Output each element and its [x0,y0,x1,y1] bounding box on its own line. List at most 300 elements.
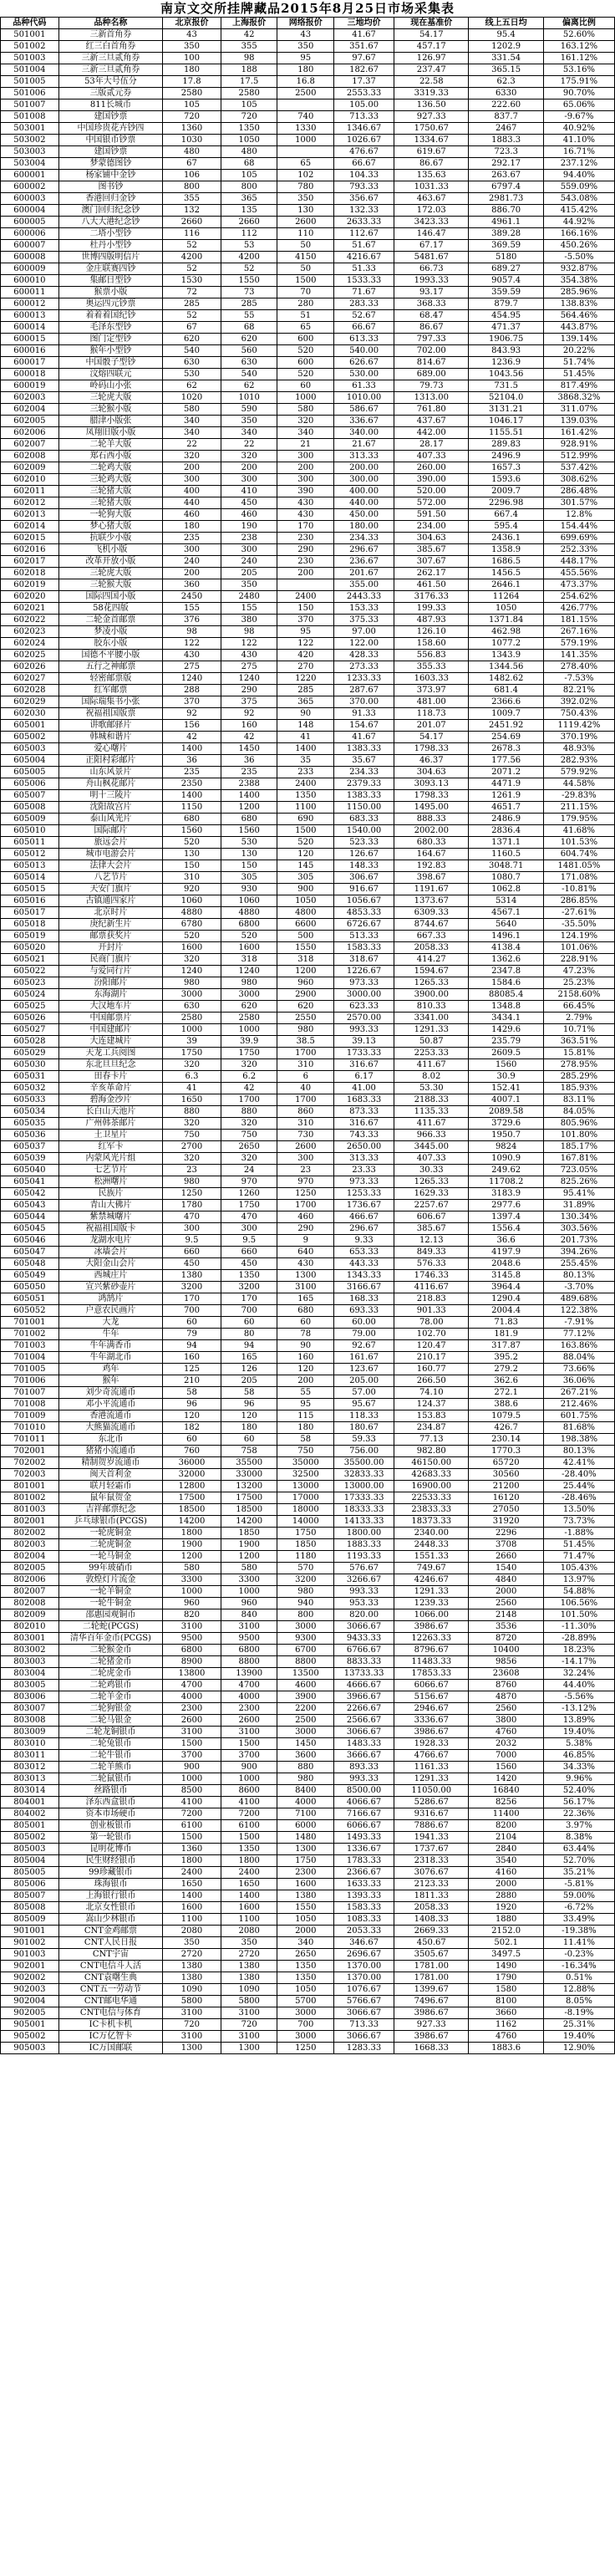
cell-online: 2550 [277,1013,334,1024]
cell-base: 158.60 [394,638,469,650]
cell-avg: 450.00 [334,509,394,521]
cell-5day: 8760 [469,1680,543,1691]
cell-online: 230 [277,556,334,568]
table-row [1,544,615,556]
cell-code: 803001 [1,1633,59,1645]
cell-name: 二轮羊金币 [58,1691,162,1703]
table-row [1,170,615,181]
table-row [1,638,615,650]
cell-5day: 1050 [469,603,543,615]
cell-5day: 65720 [469,1457,543,1469]
cell-avg: 92.67 [334,1340,394,1352]
table-row [1,1645,615,1656]
cell-avg: 1783.33 [334,1855,394,1867]
cell-base: 1798.33 [394,790,469,802]
cell-beijing: 1400 [163,743,221,755]
cell-name: 庚纪新生片 [58,919,162,931]
cell-deviation: 34.33% [543,1762,614,1773]
cell-online: 600 [277,334,334,345]
cell-5day: 2496.9 [469,451,543,462]
cell-name: 811长城币 [58,99,162,111]
cell-5day: 2486.9 [469,814,543,825]
cell-avg: 6.17 [334,1071,394,1083]
cell-base: 266.50 [394,1375,469,1387]
header-code: 品种代码 [1,18,59,29]
cell-shanghai: 880 [221,1106,277,1118]
cell-avg: 4216.67 [334,252,394,263]
cell-shanghai: 62 [221,380,277,392]
cell-online: 500 [277,931,334,942]
cell-name: 二轮猪金币 [58,1656,162,1668]
cell-online: 16.8 [277,76,334,88]
cell-deviation: -35.50% [543,919,614,931]
cell-deviation: 154.44% [543,521,614,533]
cell-5day: 3708 [469,1539,543,1551]
cell-deviation: 5.38% [543,1738,614,1750]
cell-code: 803002 [1,1645,59,1656]
cell-code: 805006 [1,1879,59,1890]
cell-name: 邓小平流通币 [58,1399,162,1410]
cell-base: 461.50 [394,579,469,591]
cell-code: 503004 [1,158,59,170]
cell-5day: 369.59 [469,240,543,252]
table-row [1,2031,615,2043]
table-row [1,767,615,778]
cell-online: 1500 [277,825,334,837]
cell-5day: 681.4 [469,685,543,696]
cell-online: 290 [277,1223,334,1235]
cell-base: 1408.33 [394,1914,469,1926]
table-row [1,1188,615,1200]
cell-deviation: 426.77% [543,603,614,615]
cell-base: 9316.67 [394,1808,469,1820]
table-row [1,1691,615,1703]
cell-online: 1300 [277,1844,334,1855]
cell-online: 230 [277,533,334,544]
cell-5day: 152.41 [469,1083,543,1094]
cell-deviation: 40.92% [543,123,614,135]
cell-deviation: 46.85% [543,1750,614,1762]
cell-deviation: 81.68% [543,1422,614,1434]
cell-base: 16900.00 [394,1481,469,1492]
cell-name: 牛年满香币 [58,1340,162,1352]
cell-avg: 313.33 [334,1153,394,1165]
cell-5day: 1420 [469,1773,543,1785]
cell-deviation: 1481.05% [543,860,614,872]
cell-code: 605021 [1,954,59,966]
cell-code: 605004 [1,755,59,767]
cell-shanghai: 155 [221,603,277,615]
cell-shanghai: 1800 [221,1855,277,1867]
cell-deviation: 25.23% [543,977,614,989]
cell-code: 600019 [1,380,59,392]
cell-beijing: 4880 [163,907,221,919]
cell-base: 67.17 [394,240,469,252]
cell-deviation: 71.47% [543,1551,614,1563]
cell-shanghai: 80 [221,1329,277,1340]
cell-base: 373.97 [394,685,469,696]
cell-online: 700 [277,2019,334,2031]
cell-deviation: 18.23% [543,1645,614,1656]
cell-beijing: 22 [163,439,221,451]
cell-deviation: 106.56% [543,1598,614,1609]
cell-deviation: 579.92% [543,767,614,778]
cell-online: 55 [277,1387,334,1399]
cell-code: 600015 [1,334,59,345]
table-row [1,1410,615,1422]
header-online: 网络报价 [277,18,334,29]
cell-base: 810.33 [394,1001,469,1013]
cell-online: 14000 [277,1516,334,1528]
cell-beijing: 1780 [163,1200,221,1211]
cell-beijing: 122 [163,638,221,650]
cell-deviation: 130.34% [543,1211,614,1223]
cell-base: 888.33 [394,814,469,825]
cell-name: 郑石西小版 [58,451,162,462]
cell-code: 801002 [1,1492,59,1504]
cell-deviation: 47.23% [543,966,614,977]
cell-base: 120.47 [394,1340,469,1352]
cell-deviation: 20.22% [543,345,614,357]
cell-online: 60 [277,380,334,392]
cell-shanghai: 150 [221,860,277,872]
cell-shanghai: 42 [221,29,277,41]
cell-code: 805009 [1,1914,59,1926]
cell-deviation: 42.41% [543,1457,614,1469]
cell-shanghai: 6100 [221,1820,277,1832]
cell-online: 60 [277,1317,334,1329]
cell-online: 430 [277,497,334,509]
cell-code: 605013 [1,860,59,872]
cell-code: 605022 [1,966,59,977]
cell-avg: 79.00 [334,1329,394,1340]
cell-base: 3900.00 [394,989,469,1001]
cell-deviation: 88.04% [543,1352,614,1364]
cell-beijing: 1360 [163,123,221,135]
cell-name: 牛年 [58,1329,162,1340]
cell-name: 猴年 [58,1375,162,1387]
cell-shanghai: 355 [221,41,277,53]
cell-deviation: 52.70% [543,1855,614,1867]
cell-code: 602025 [1,650,59,661]
cell-name: 国际四国小版 [58,591,162,603]
cell-beijing: 300 [163,1223,221,1235]
cell-base: 199.33 [394,603,469,615]
cell-beijing: 2720 [163,1949,221,1961]
cell-5day: 2296 [469,1528,543,1539]
cell-shanghai: 930 [221,884,277,895]
cell-avg: 3166.67 [334,1282,394,1293]
cell-code: 901001 [1,1926,59,1937]
cell-5day: 11708.2 [469,1176,543,1188]
cell-shanghai: 35500 [221,1457,277,1469]
cell-online: 8400 [277,1785,334,1797]
cell-deviation: 181.15% [543,615,614,626]
cell-beijing: 1100 [163,1914,221,1926]
cell-code: 605018 [1,919,59,931]
cell-deviation: 211.15% [543,802,614,814]
cell-name: 中国珍贵花卉钞四 [58,123,162,135]
table-row [1,99,615,111]
cell-online: 300 [277,1153,334,1165]
cell-code: 605015 [1,884,59,895]
cell-beijing: 3100 [163,2007,221,2019]
cell-base: 3319.33 [394,88,469,99]
table-row [1,696,615,708]
cell-code: 503003 [1,146,59,158]
cell-beijing: 4200 [163,252,221,263]
cell-5day: 177.56 [469,755,543,767]
cell-code: 600011 [1,287,59,298]
cell-online: 1350 [277,1961,334,1972]
cell-code: 803011 [1,1750,59,1762]
cell-shanghai: 410 [221,486,277,497]
cell-code: 602010 [1,474,59,486]
cell-name: 二轮虎金币 [58,1668,162,1680]
cell-name: 八大大港纪念钞 [58,217,162,228]
cell-deviation: -5.50% [543,252,614,263]
cell-beijing: 800 [163,181,221,193]
cell-name: 99珍藏银币 [58,1867,162,1879]
cell-online: 7100 [277,1808,334,1820]
cell-base: 237.47 [394,64,469,76]
cell-shanghai: 120 [221,1410,277,1422]
cell-avg: 1283.33 [334,2043,394,2054]
cell-shanghai: 1700 [221,1094,277,1106]
cell-5day: 1358.9 [469,544,543,556]
cell-deviation: 564.46% [543,310,614,322]
cell-base: 411.67 [394,1059,469,1071]
cell-name: 岭码山小张 [58,380,162,392]
cell-shanghai: 165 [221,1352,277,1364]
cell-deviation: -7.53% [543,673,614,685]
cell-base: 126.10 [394,626,469,638]
table-row [1,989,615,1001]
cell-beijing: 720 [163,111,221,123]
cell-deviation: 8.05% [543,1996,614,2007]
table-row [1,263,615,275]
cell-online: 2200 [277,1703,334,1715]
cell-base: 1993.33 [394,275,469,287]
cell-base: 3986.67 [394,2007,469,2019]
cell-name: 鼠年鼠贺金 [58,1492,162,1504]
cell-5day: 6797.4 [469,181,543,193]
cell-beijing: 98 [163,626,221,638]
cell-beijing: 42 [163,732,221,743]
cell-code: 605041 [1,1176,59,1188]
cell-code: 602026 [1,661,59,673]
cell-beijing: 2700 [163,1141,221,1153]
cell-5day: 1482.62 [469,673,543,685]
cell-shanghai: 320 [221,1153,277,1165]
table-row [1,334,615,345]
cell-shanghai: 42 [221,1083,277,1094]
table-row [1,755,615,767]
cell-online: 880 [277,1762,334,1773]
cell-online: 290 [277,544,334,556]
cell-online: 160 [277,1352,334,1364]
cell-name: 杜丹小型钞 [58,240,162,252]
cell-base: 192.83 [394,860,469,872]
cell-code: 600004 [1,205,59,217]
cell-base: 304.63 [394,767,469,778]
cell-name: 民族片 [58,1188,162,1200]
cell-shanghai: 60 [221,1434,277,1446]
cell-deviation: 51.45% [543,369,614,380]
cell-avg: 3066.67 [334,1727,394,1738]
cell-deviation: 41.68% [543,825,614,837]
cell-beijing: 320 [163,1059,221,1071]
table-row [1,275,615,287]
cell-shanghai: 1260 [221,1188,277,1200]
cell-avg: 35.67 [334,755,394,767]
cell-online: 35 [277,755,334,767]
cell-online: 420 [277,650,334,661]
cell-online: 21 [277,439,334,451]
cell-online: 58 [277,1434,334,1446]
cell-beijing: 580 [163,1563,221,1574]
cell-5day: 595.4 [469,521,543,533]
cell-deviation: 12.8% [543,509,614,521]
table-row [1,556,615,568]
cell-avg: 1083.33 [334,1914,394,1926]
cell-base: 78.00 [394,1317,469,1329]
cell-base: 749.67 [394,1563,469,1574]
cell-online: 300 [277,474,334,486]
cell-deviation: -19.38% [543,1926,614,1937]
cell-shanghai: 750 [221,1130,277,1141]
cell-deviation: 286.85% [543,895,614,907]
cell-base: 46150.00 [394,1457,469,1469]
cell-online: 2400 [277,778,334,790]
table-row [1,1539,615,1551]
cell-online: 2500 [277,1715,334,1727]
cell-base: 7496.67 [394,1996,469,2007]
cell-base: 982.80 [394,1446,469,1457]
cell-deviation: 163.86% [543,1340,614,1352]
cell-name: 三轮虎大版 [58,568,162,579]
cell-name: 长白山天池片 [58,1106,162,1118]
cell-beijing: 900 [163,1762,221,1773]
cell-5day: 3964.4 [469,1282,543,1293]
cell-beijing: 120 [163,1410,221,1422]
cell-5day: 4961.1 [469,217,543,228]
cell-shanghai: 430 [221,650,277,661]
table-row [1,1352,615,1364]
table-row [1,1001,615,1013]
cell-5day: 2152.0 [469,1926,543,1937]
cell-beijing: 2450 [163,591,221,603]
cell-5day: 8200 [469,1820,543,1832]
cell-avg: 71.67 [334,287,394,298]
table-row [1,1329,615,1340]
cell-online: 78 [277,1329,334,1340]
cell-online: 43 [277,29,334,41]
cell-deviation: 53.16% [543,64,614,76]
cell-beijing: 300 [163,544,221,556]
cell-shanghai: 1400 [221,790,277,802]
cell-name: 舟山枫花邮片 [58,778,162,790]
cell-code: 605019 [1,931,59,942]
cell-shanghai: 170 [221,1293,277,1305]
cell-5day: 2009.7 [469,486,543,497]
cell-beijing: 350 [163,1937,221,1949]
cell-beijing: 3000 [163,989,221,1001]
cell-code: 902003 [1,1984,59,1996]
table-row [1,708,615,720]
cell-code: 605047 [1,1247,59,1258]
cell-code: 600006 [1,228,59,240]
table-row [1,591,615,603]
cell-beijing: 1400 [163,790,221,802]
cell-shanghai: 840 [221,1609,277,1621]
cell-name: 凤翔旧版小版 [58,427,162,439]
cell-avg: 993.33 [334,1024,394,1036]
table-row [1,1258,615,1270]
cell-online: 150 [277,603,334,615]
cell-online: 280 [277,298,334,310]
cell-5day: 272.1 [469,1387,543,1399]
cell-deviation: 237.12% [543,158,614,170]
cell-beijing: 12800 [163,1481,221,1492]
cell-deviation: 932.87% [543,263,614,275]
cell-code: 600001 [1,170,59,181]
cell-beijing: 2400 [163,1867,221,1879]
cell-beijing: 79 [163,1329,221,1340]
table-row [1,123,615,135]
table-row [1,966,615,977]
cell-avg: 52.67 [334,310,394,322]
cell-code: 605026 [1,1013,59,1024]
cell-code: 801001 [1,1481,59,1492]
cell-shanghai: 520 [221,931,277,942]
cell-5day: 731.5 [469,380,543,392]
cell-online: 3000 [277,2007,334,2019]
header-name: 品种名称 [58,18,162,29]
cell-code: 602030 [1,708,59,720]
cell-5day: 263.67 [469,170,543,181]
cell-name: 99年玻硝币 [58,1563,162,1574]
cell-deviation: 285.96% [543,287,614,298]
cell-beijing: 1500 [163,1832,221,1844]
cell-code: 605014 [1,872,59,884]
cell-5day: 36.6 [469,1235,543,1247]
cell-code: 803006 [1,1691,59,1703]
cell-5day: 2836.4 [469,825,543,837]
cell-online: 13000 [277,1481,334,1492]
cell-avg: 1253.33 [334,1188,394,1200]
cell-name: 联月轻霜币 [58,1481,162,1492]
cell-base: 3336.67 [394,1715,469,1727]
cell-beijing: 1250 [163,1188,221,1200]
cell-5day: 95.4 [469,29,543,41]
cell-code: 602004 [1,404,59,416]
cell-deviation: 51.45% [543,1539,614,1551]
table-row [1,310,615,322]
cell-avg: 346.67 [334,1937,394,1949]
table-row [1,533,615,544]
cell-5day: 1343.9 [469,650,543,661]
cell-beijing: 18500 [163,1504,221,1516]
cell-deviation: -27.61% [543,907,614,919]
cell-base: 390.00 [394,474,469,486]
cell-shanghai: 1600 [221,1902,277,1914]
cell-5day: 4840 [469,1574,543,1586]
cell-beijing: 67 [163,322,221,334]
cell-name: 鸿鹄片 [58,1293,162,1305]
cell-code: 602023 [1,626,59,638]
cell-beijing: 116 [163,228,221,240]
